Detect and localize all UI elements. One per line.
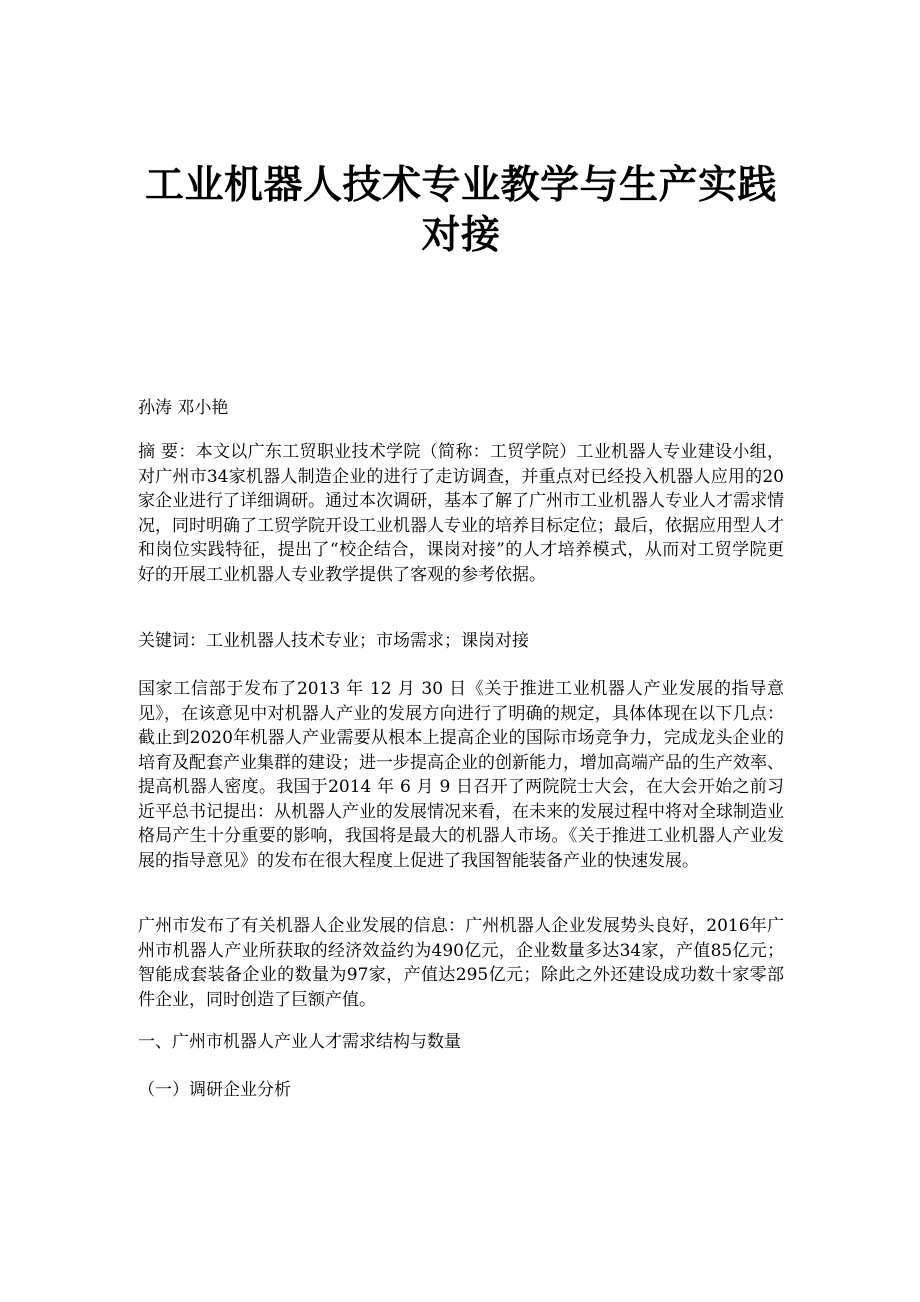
- body-paragraph: 国家工信部于发布了2013 年 12 月 30 日《关于推进工业机器人产业发展的指导意见》，在该意见中对机器人产业的发展方向进行了明确的规定，具体体现在以下几点：截止到2020年机器人产业需要从根本上提高企业的国际市场竞争力，完成龙头企业的培育及配套产业集群的建设；进一步提高企业的创新能力，增加高端产品的生产效率、提高机器人密度。我国于2014 年 6 月 9 日召开了两院院士大会，在大会开始之前习近平总书记提出：从机器人产业的发展情况来看，在未来的发展过程中将对全球制造业格局产生十分重要的影响，我国将是最大的机器人市场。《关于推进工业机器人产业发展的指导意见》的发布在很大程度上促进了我国智能装备产业的快速发展。: [138, 679, 784, 871]
- authors: 孙涛 邓小艳: [138, 398, 229, 418]
- subsection-heading: （一）调研企业分析: [138, 1080, 291, 1100]
- section-heading: 一、广州市机器人产业人才需求结构与数量: [138, 1032, 461, 1052]
- body-paragraph: 广州市发布了有关机器人企业发展的信息：广州机器人企业发展势头良好，2016年广州市机器人产业所获取的经济效益约为490亿元，企业数量多达34家，产值85亿元；智能成套装备企业的数量为97家，产值达295亿元；除此之外还建设成功数十家零部件企业，同时创造了巨额产值。: [138, 916, 784, 1010]
- abstract: 摘 要：本文以广东工贸职业技术学院（简称：工贸学院）工业机器人专业建设小组，对广州市34家机器人制造企业的进行了走访调查，并重点对已经投入机器人应用的20家企业进行了详细调研。通过本次调研，基本了解了广州市工业机器人专业人才需求情况，同时明确了工贸学院开设工业机器人专业的培养目标定位；最后，依据应用型人才和岗位实践特征，提出了“校企结合，课岗对接”的人才培养模式，从而对工贸学院更好的开展工业机器人专业教学提供了客观的参考依据。: [138, 442, 784, 585]
- document-title: 工业机器人技术专业教学与生产实践对接: [144, 162, 777, 258]
- keywords: 关键词：工业机器人技术专业；市场需求；课岗对接: [138, 631, 529, 651]
